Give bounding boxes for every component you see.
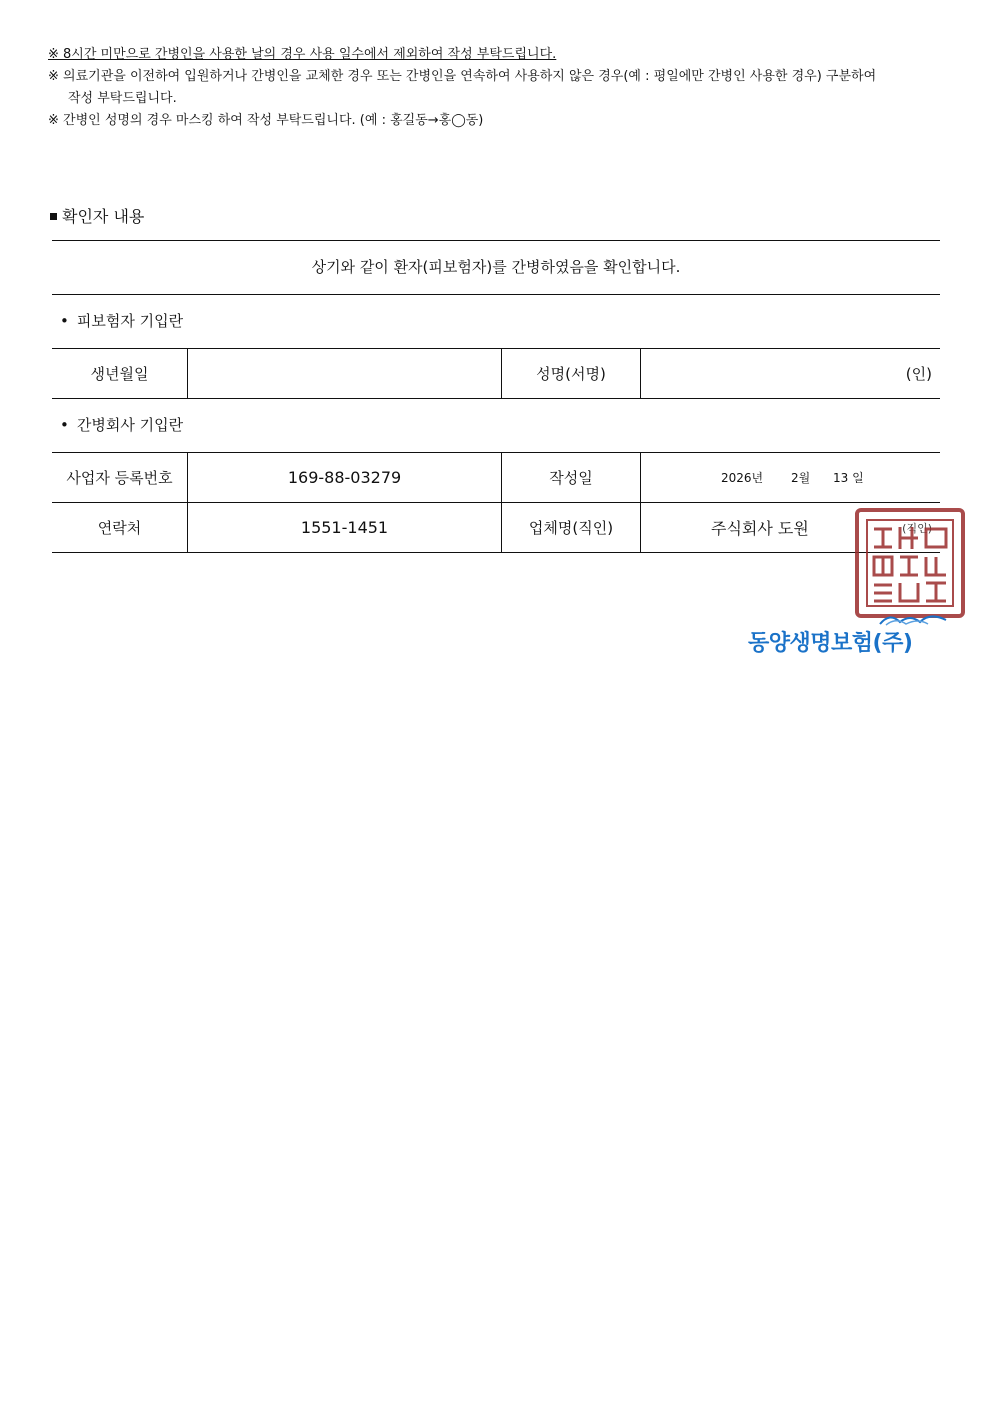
name-sign-field[interactable]: (인) [641, 349, 941, 399]
name-sign-label: 성명(서명) [502, 349, 641, 399]
insured-table [52, 348, 940, 399]
table-row [52, 453, 940, 503]
section-title-text: 확인자 내용 [62, 207, 145, 226]
reg-number-value: 169-88-03279 [188, 453, 502, 503]
insured-heading-text: 피보험자 기입란 [76, 312, 184, 330]
reg-number-label: 사업자 등록번호 [52, 453, 188, 503]
dot-bullet-icon: • [60, 312, 69, 330]
divider-bottom [52, 294, 940, 295]
dot-bullet-icon: • [60, 416, 69, 434]
company-heading [60, 414, 183, 435]
written-date-label: 작성일 [502, 453, 641, 503]
divider-top [52, 240, 940, 241]
note-3: ※ 간병인 성명의 경우 마스킹 하여 작성 부탁드립니다. (예 : 홍길동→홍◯동) [48, 113, 484, 128]
table-row [52, 349, 940, 399]
contact-label: 연락처 [52, 503, 188, 553]
company-seal-stamp [855, 508, 965, 618]
seal-label: (직인) [902, 522, 932, 535]
notes-block [48, 44, 944, 132]
birth-field[interactable] [188, 349, 502, 399]
insurer-logo [748, 612, 948, 657]
birth-label: 생년월일 [52, 349, 188, 399]
insurer-logo-text: 동양생명보험(주) [748, 631, 913, 656]
date-day: 13 일 [833, 471, 864, 485]
seal-inner-border [866, 519, 954, 607]
contact-value: 1551-1451 [188, 503, 502, 553]
date-year: 2026년 [721, 471, 764, 485]
note-2: ※ 의료기관을 이전하여 입원하거나 간병인을 교체한 경우 또는 간병인을 연속하여 사용하지 않은 경우(예 : 평일에만 간병인 사용한 경우) 구분하여 [48, 69, 877, 84]
company-heading-text: 간병회사 기입란 [76, 416, 184, 434]
company-name-label: 업체명(직인) [502, 503, 641, 553]
seal-pattern-icon [868, 521, 952, 605]
confirm-statement: 상기와 같이 환자(피보험자)를 간병하였음을 확인합니다. [311, 258, 681, 276]
written-date-value [641, 453, 941, 503]
square-bullet-icon [50, 213, 57, 220]
section-title [50, 204, 144, 227]
date-month: 2월 [791, 471, 811, 485]
note-1: ※ 8시간 미만으로 간병인을 사용한 날의 경우 사용 일수에서 제외하여 작성 부탁드립니다. [48, 47, 557, 62]
company-table [52, 452, 940, 553]
insured-heading [60, 310, 183, 331]
note-2-cont: 작성 부탁드립니다. [68, 91, 177, 106]
company-name-value: 주식회사 도원 [711, 519, 809, 538]
wave-icon [878, 612, 948, 626]
table-row [52, 503, 940, 553]
